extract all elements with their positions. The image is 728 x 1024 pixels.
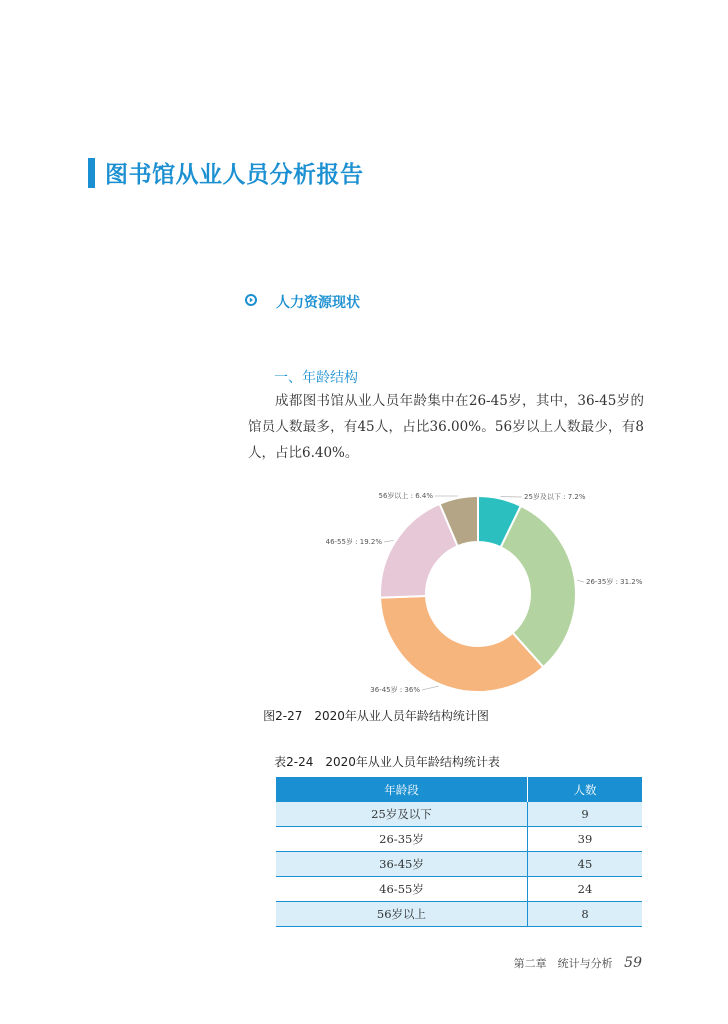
title-accent-bar bbox=[88, 158, 95, 188]
page-footer bbox=[514, 955, 642, 971]
body-paragraph: 成都图书馆从业人员年龄集中在26-45岁，其中，36-45岁的馆员人数最多，有45人，占比36.00%。56岁以上人数最少，有8人，占比6.40%。 bbox=[248, 393, 644, 461]
leader-line bbox=[422, 686, 439, 690]
age-group-cell: 25岁及以下 bbox=[276, 802, 528, 827]
page-title: 图书馆从业人员分析报告 bbox=[105, 162, 364, 188]
table-caption: 表2-24 2020年从业人员年龄结构统计表 bbox=[274, 755, 500, 769]
age-group-cell: 56岁以上 bbox=[276, 902, 528, 927]
count-cell: 24 bbox=[528, 877, 643, 902]
count-cell: 45 bbox=[528, 852, 643, 877]
slice-label: 46-55岁 : 19.2% bbox=[325, 538, 382, 546]
age-group-cell: 26-35岁 bbox=[276, 827, 528, 852]
table-header-row bbox=[276, 777, 642, 802]
leader-line bbox=[384, 540, 394, 542]
table-row bbox=[276, 827, 642, 852]
section-heading: 人力资源现状 bbox=[276, 295, 360, 311]
slice-label: 25岁及以下 : 7.2% bbox=[524, 493, 586, 501]
table-row bbox=[276, 877, 642, 902]
table-row bbox=[276, 902, 642, 927]
donut-slice bbox=[380, 596, 543, 692]
leader-line bbox=[577, 580, 584, 582]
age-group-cell: 36-45岁 bbox=[276, 852, 528, 877]
age-structure-table bbox=[276, 777, 642, 927]
table-row bbox=[276, 802, 642, 827]
slice-label: 36-45岁 : 36% bbox=[370, 686, 420, 694]
slice-label: 26-35岁 : 31.2% bbox=[586, 578, 643, 586]
slice-label: 56岁以上 : 6.4% bbox=[378, 492, 433, 500]
count-cell: 9 bbox=[528, 802, 643, 827]
figure-caption: 图2-27 2020年从业人员年龄结构统计图 bbox=[263, 709, 489, 723]
count-cell: 8 bbox=[528, 902, 643, 927]
page-number: 59 bbox=[624, 955, 642, 971]
header-age-group: 年龄段 bbox=[276, 777, 528, 802]
play-circle-icon bbox=[245, 294, 257, 306]
age-group-cell: 46-55岁 bbox=[276, 877, 528, 902]
sub-heading: 一、年龄结构 bbox=[274, 370, 358, 386]
table-row bbox=[276, 852, 642, 877]
age-donut-chart bbox=[300, 480, 680, 700]
count-cell: 39 bbox=[528, 827, 643, 852]
chapter-label: 第二章 统计与分析 bbox=[513, 957, 613, 970]
header-count: 人数 bbox=[528, 777, 643, 802]
